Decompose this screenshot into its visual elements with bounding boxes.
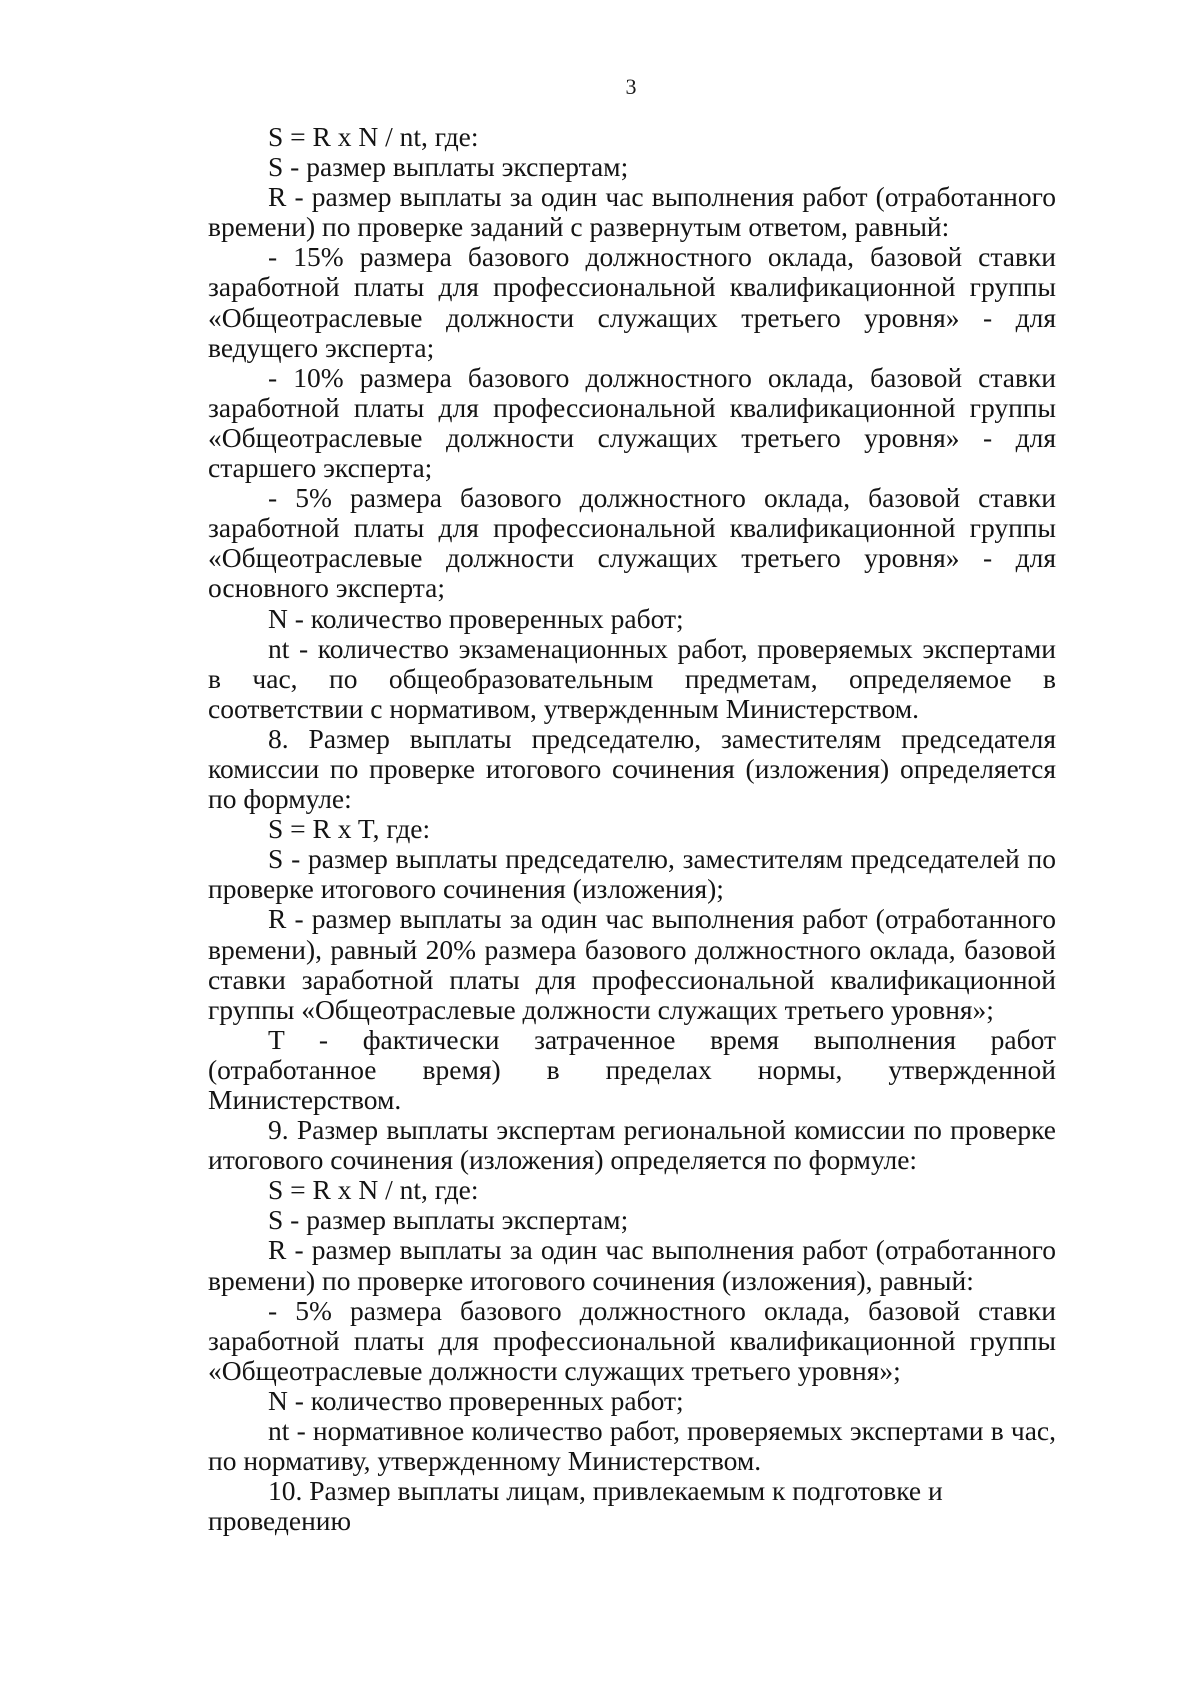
definition-s: S - размер выплаты экспертам;: [268, 1204, 629, 1236]
rate-item-main-expert: - 5% размера базового должностного оклада, базовой ставки заработной платы для профессиональной квалификационной группы «Общеотраслевые должности служащих третьего уровня» - для основного эксперта;: [208, 482, 1056, 604]
rate-item-expert: - 5% размера базового должностного оклада, базовой ставки заработной платы для профессиональной квалификационной группы «Общеотраслевые должности служащих третьего уровня»;: [208, 1294, 1056, 1386]
formula-line: S = R x T, где:: [268, 813, 431, 845]
definition-s: S - размер выплаты экспертам;: [268, 151, 629, 183]
formula-line: S = R x N / nt, где:: [268, 1174, 479, 1206]
clause-8: 8. Размер выплаты председателю, заместителям председателя комиссии по проверке итогового сочинения (изложения) определяется по формуле:: [208, 722, 1056, 815]
rate-item-senior-expert: - 10% размера базового должностного оклада, базовой ставки заработной платы для профессиональной квалификационной группы «Общеотраслевые должности служащих третьего уровня» - для старшего эксперта;: [208, 361, 1056, 484]
definition-r: R - размер выплаты за один час выполнения работ (отработанного времени) по проверке итогового сочинения (изложения), равный:: [208, 1234, 1056, 1296]
clause-10: 10. Размер выплаты лицам, привлекаемым к подготовке и проведению: [208, 1475, 943, 1537]
formula-line: S = R x N / nt, где:: [268, 121, 479, 152]
page-number: 3: [625, 74, 637, 99]
definition-r: R - размер выплаты за один час выполнения работ (отработанного времени), равный 20% размера базового должностного оклада, базовой ставки заработной платы для профессиональной квалификационной группы «Общеотраслевые должности служащих третьего уровня»;: [208, 903, 1056, 1025]
clause-9: 9. Размер выплаты экспертам региональной комиссии по проверке итогового сочинения (изложения) определяется по формуле:: [208, 1114, 1056, 1176]
definition-nt: nt - нормативное количество работ, проверяемых экспертами в час, по нормативу, утвержденному Министерством.: [208, 1415, 1056, 1477]
definition-s: S - размер выплаты председателю, заместителям председателей по проверке итогового сочинения (изложения);: [208, 843, 1056, 905]
definition-n: N - количество проверенных работ;: [268, 1384, 684, 1416]
rate-item-lead-expert: - 15% размера базового должностного оклада, базовой ставки заработной платы для профессиональной квалификационной группы «Общеотраслевые должности служащих третьего уровня» - для ведущего эксперта;: [208, 241, 1056, 363]
definition-r: R - размер выплаты за один час выполнения работ (отработанного времени) по проверке заданий с развернутым ответом, равный:: [208, 181, 1056, 243]
definition-t: T - фактически затраченное время выполнения работ (отработанное время) в пределах нормы, утвержденной Министерством.: [208, 1023, 1056, 1115]
definition-n: N - количество проверенных работ;: [268, 602, 684, 634]
document-body: [208, 122, 1056, 1536]
definition-nt: nt - количество экзаменационных работ, проверяемых экспертами в час, по общеобразовательным предметам, определяемое в соответствии с нормативом, утвержденным Министерством.: [208, 632, 1056, 724]
